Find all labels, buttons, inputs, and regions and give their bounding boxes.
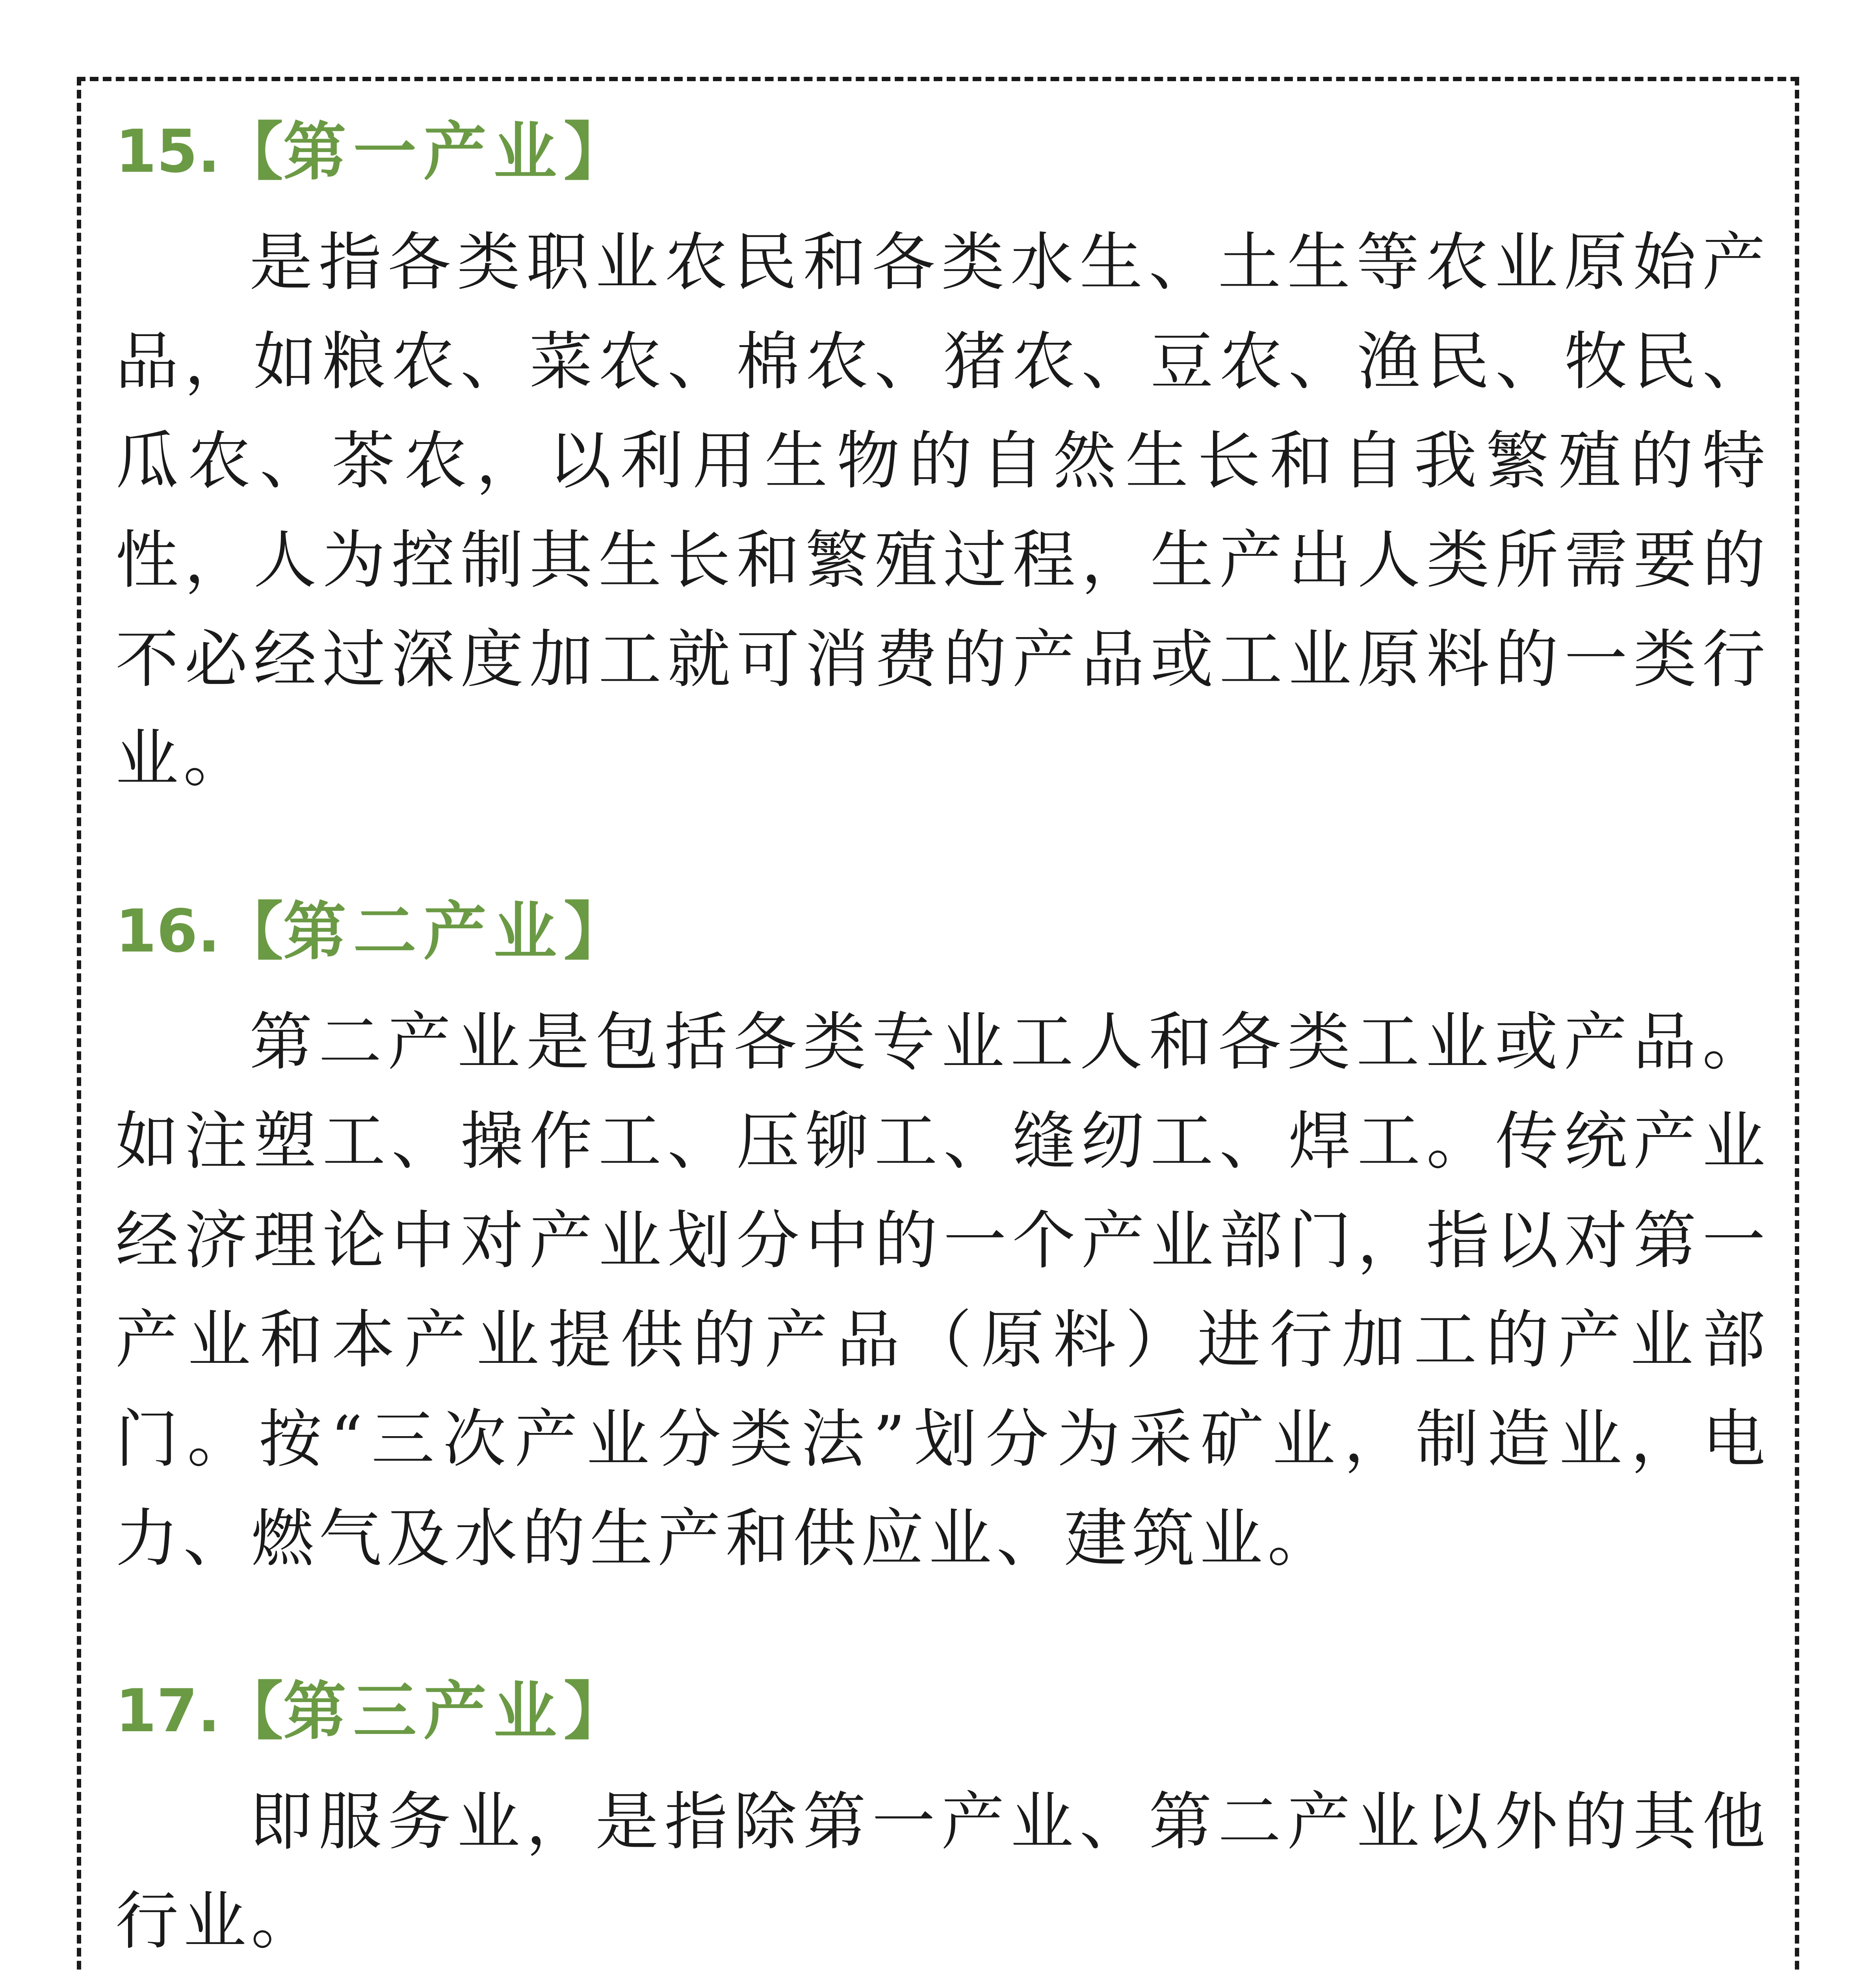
section-heading (115, 1674, 1770, 1749)
section-title: 第二产业 (283, 894, 564, 968)
section-primary-industry (115, 115, 1770, 808)
section-number: 17. (115, 1677, 220, 1745)
bracket-open: 【 (220, 894, 283, 968)
section-number: 16. (115, 897, 220, 966)
section-secondary-industry (115, 894, 1770, 1588)
section-body: 是指各类职业农民和各类水生、土生等农业原始产品，如粮农、菜农、棉农、猪农、豆农、渔民、牧民、瓜农、茶农，以利用生物的自然生长和自我繁殖的特性，人为控制其生长和繁殖过程，生产出人类所需要的不必经过深度加工就可消费的产品或工业原料的一类行业。 (115, 225, 1770, 795)
bracket-open: 【 (220, 1674, 283, 1748)
section-title: 第三产业 (283, 1674, 564, 1748)
section-body: 即服务业，是指除第一产业、第二产业以外的其他行业。 (115, 1785, 1770, 1958)
bracket-close: 】 (563, 894, 627, 968)
section-heading (115, 115, 1770, 189)
bracket-close: 】 (563, 1674, 627, 1748)
section-tertiary-industry (115, 1674, 1770, 1970)
bracket-close: 】 (563, 115, 627, 189)
section-number: 15. (115, 117, 220, 186)
document-content (115, 115, 1770, 1970)
section-body: 第二产业是包括各类专业工人和各类工业或产品。如注塑工、操作工、压铆工、缝纫工、焊工。传统产业经济理论中对产业划分中的一个产业部门，指以对第一产业和本产业提供的产品（原料）进行加工的产业部门。按“三次产业分类法”划分为采矿业，制造业，电力、燃气及水的生产和供应业、建筑业。 (115, 1005, 1770, 1575)
section-title: 第一产业 (283, 115, 564, 189)
bracket-open: 【 (220, 115, 283, 189)
section-heading (115, 894, 1770, 969)
